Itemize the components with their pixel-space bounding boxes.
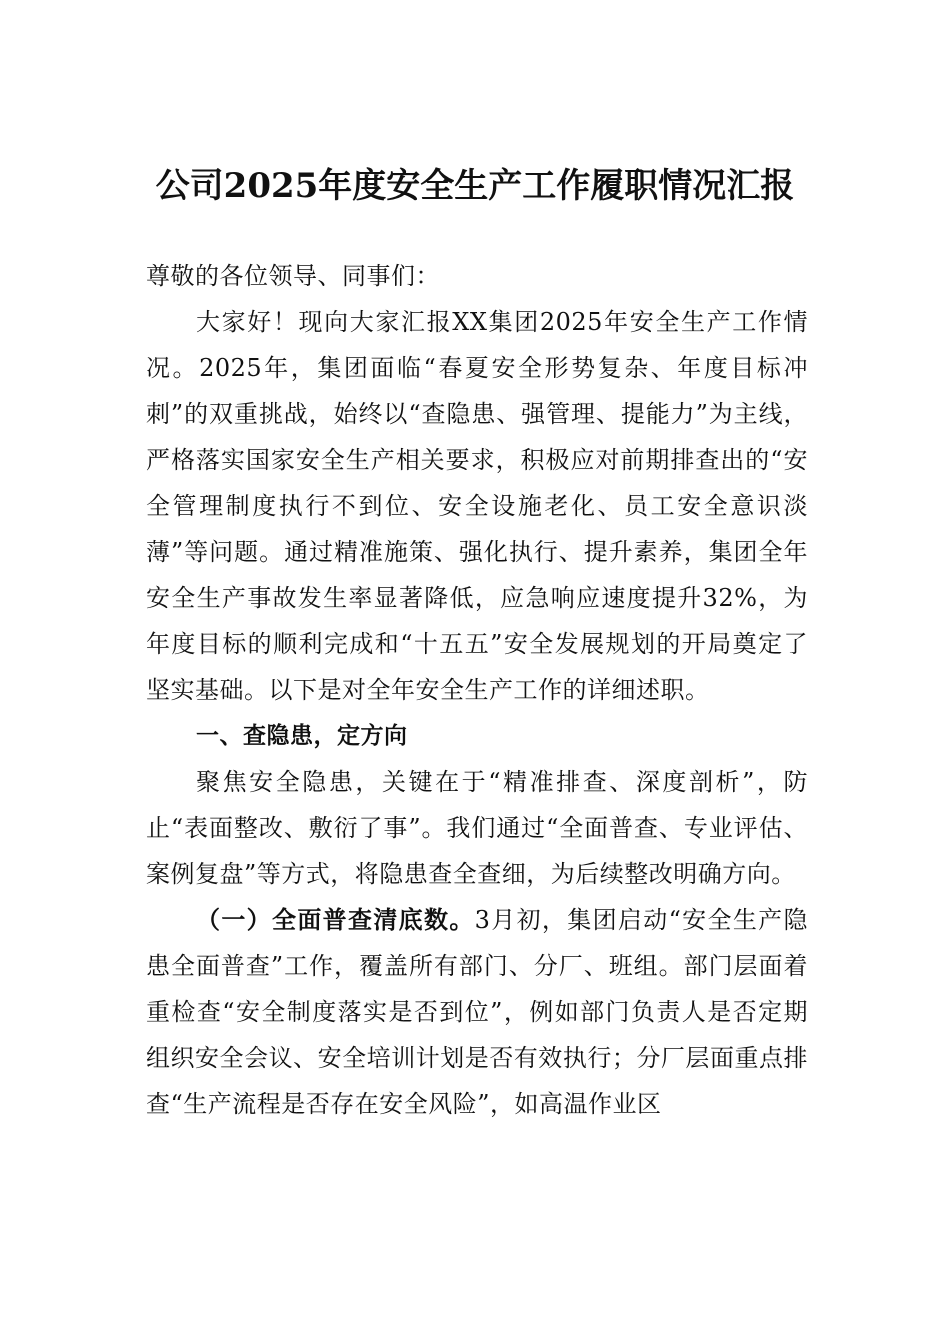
document-body [146, 253, 808, 1127]
intro-paragraph: 大家好！现向大家汇报XX集团2025年安全生产工作情况。2025年，集团面临“春夏安全形势复杂、年度目标冲刺”的双重挑战，始终以“查隐患、强管理、提能力”为主线，严格落实国家安全生产相关要求，积极应对前期排查出的“安全管理制度执行不到位、安全设施老化、员工安全意识淡薄”等问题。通过精准施策、强化执行、提升素养，集团全年安全生产事故发生率显著降低，应急响应速度提升32%，为年度目标的顺利完成和“十五五”安全发展规划的开局奠定了坚实基础。以下是对全年安全生产工作的详细述职。 [146, 308, 808, 704]
subsection-text: 3月初，集团启动“安全生产隐患全面普查”工作，覆盖所有部门、分厂、班组。部门层面着重检查“安全制度落实是否到位”，例如部门负责人是否定期组织安全会议、安全培训计划是否有效执行；分厂层面重点排查“生产流程是否存在安全风险”，如高温作业区 [146, 906, 809, 1118]
subsection-paragraph [146, 897, 808, 1127]
section-paragraph: 聚焦安全隐患，关键在于“精准排查、深度剖析”，防止“表面整改、敷衍了事”。我们通过“全面普查、专业评估、案例复盘”等方式，将隐患查全查细，为后续整改明确方向。 [146, 768, 808, 888]
section-heading: 一、查隐患，定方向 [196, 723, 408, 749]
subsection-lead: （一）全面普查清底数。 [196, 905, 475, 934]
salutation: 尊敬的各位领导、同事们： [146, 262, 440, 290]
document-title: 公司2025年度安全生产工作履职情况汇报 [155, 166, 795, 206]
